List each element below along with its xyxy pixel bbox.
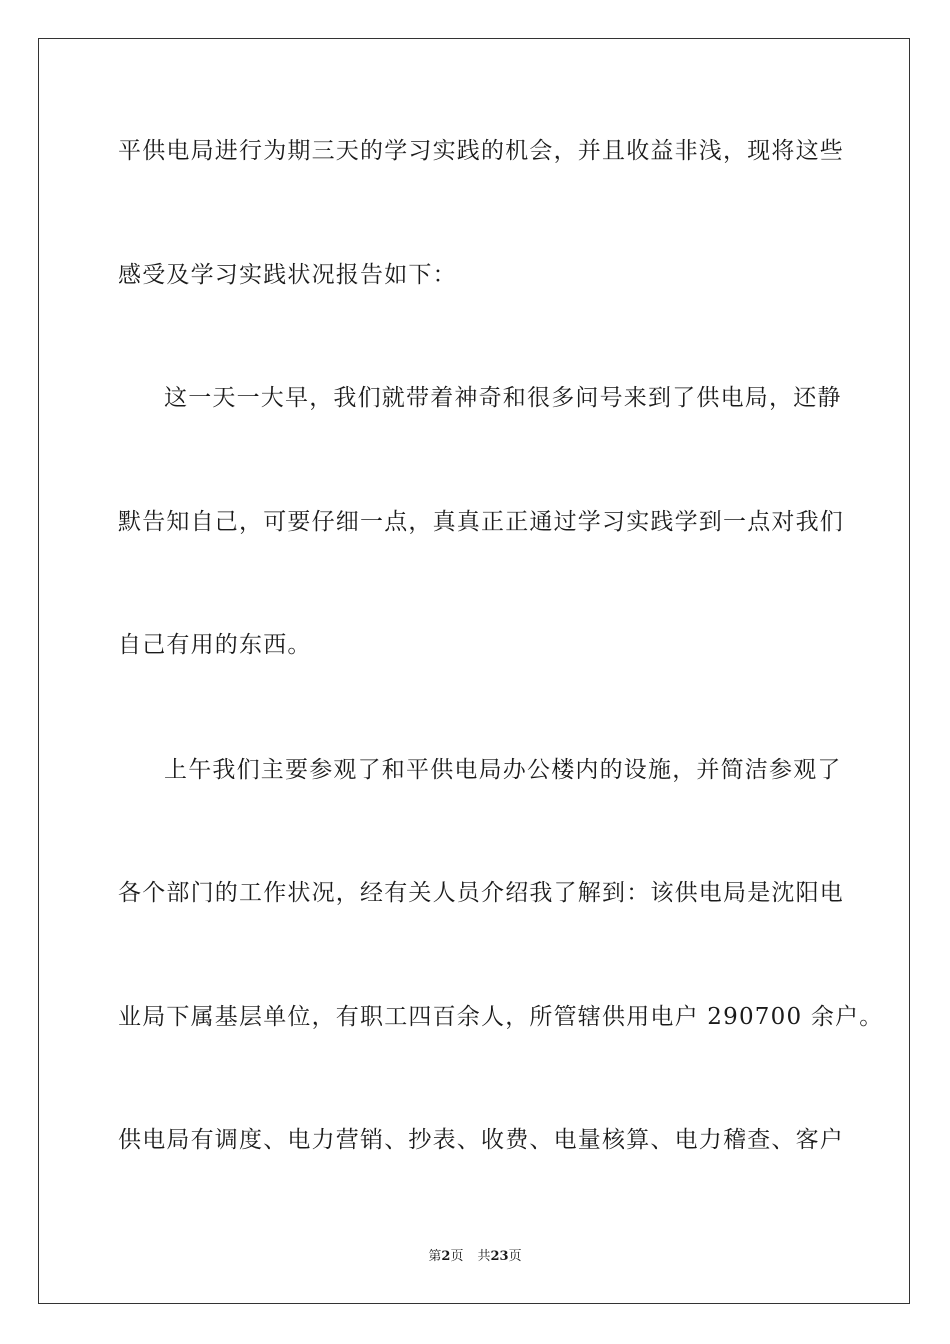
page-footer: [0, 1248, 950, 1266]
body-line-9: 供电局有调度、电力营销、抄表、收费、电量核算、电力稽查、客户: [118, 1127, 844, 1153]
body-line-2: 感受及学习实践状况报告如下：: [118, 262, 457, 288]
body-line-3: 这一天一大早，我们就带着神奇和很多问号来到了供电局，还静: [164, 385, 842, 411]
footer-total-suffix: 页: [508, 1249, 522, 1264]
body-line-8: 业局下属基层单位，有职工四百余人，所管辖供用电户 290700 余户。: [118, 1004, 884, 1030]
body-line-4: 默告知自己，可要仔细一点，真真正正通过学习实践学到一点对我们: [118, 509, 844, 535]
body-line-1: 平供电局进行为期三天的学习实践的机会，并且收益非浅，现将这些: [118, 138, 844, 164]
footer-page-number: 2: [441, 1249, 451, 1264]
body-line-7: 各个部门的工作状况，经有关人员介绍我了解到：该供电局是沈阳电: [118, 880, 844, 906]
footer-page-prefix: 第: [428, 1249, 442, 1264]
footer-page-suffix: 页: [450, 1249, 464, 1264]
body-line-5: 自己有用的东西。: [118, 632, 312, 658]
body-line-6: 上午我们主要参观了和平供电局办公楼内的设施，并简洁参观了: [164, 757, 842, 783]
page-border: [38, 38, 910, 1304]
footer-total-prefix: 共: [477, 1249, 491, 1264]
footer-total-pages: 23: [490, 1249, 509, 1264]
